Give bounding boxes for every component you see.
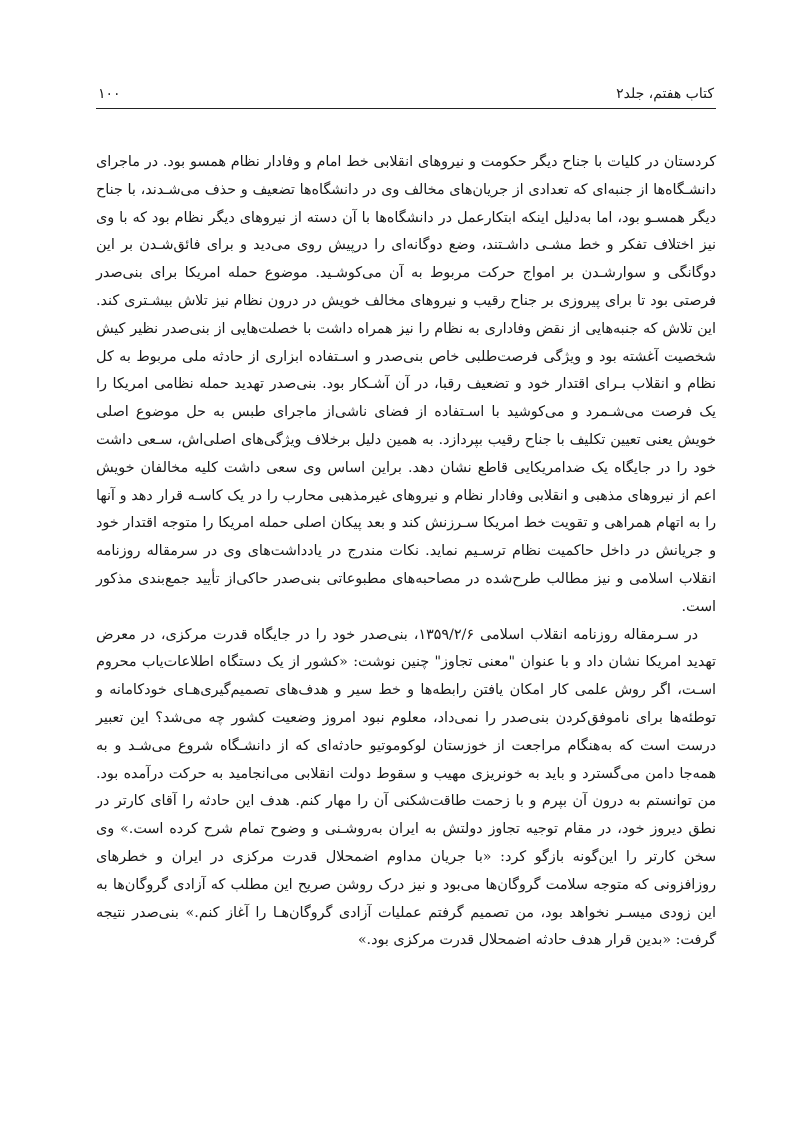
page-number: ۱۰۰: [98, 86, 121, 102]
body-text: [96, 149, 716, 955]
document-page: [96, 82, 716, 1082]
paragraph-1: کردستان در کلیات با جناح دیگر حکومت و نیروهای انقلابی خط امام و وفادار نظام همسو بود. در ماجرای دانشـگاه‌ها از جنبه‌ای که تعدادی از جریان‌های مخالف وی در دانشگاه‌ها تضعیف و حذف می‌شـدند، با جناح دیگر همسـو بود، اما به‌دلیل اینکه ابتکارعمل در دانشگاه‌ها با آن دسته از نیروهای دیگر نظام بود که با وی نیز اختلاف تفکر و خط مشـی داشـتند، وضع دوگانه‌ای را درپیش روی می‌دید و برای فائق‌شـدن بر این دوگانگی و سوارشـدن بر امواج حرکت مربوط به آن می‌کوشـید. موضوع حمله امریکا برای بنی‌صدر فرصتی بود تا برای پیروزی بر جناح رقیب و نیروهای مخالف خویش در درون نظام نیز تلاش بیشـتری کند. این تلاش که جنبه‌هایی از نقض وفاداری به نظام را نیز همراه داشت با خصلت‌هایی از بنی‌صدر نظیر کیش شخصیت آغشته بود و ویژگی فرصت‌طلبی خاص بنی‌صدر و اسـتفاده ابزاری از حادثه ملی مربوط به کل نظام و انقلاب بـرای اقتدار خود و تضعیف رقبا، در آن آشـکار بود. بنی‌صدر تهدید حمله نظامی امریکا را یک فرصت می‌شـمرد و می‌کوشید با اسـتفاده از فضای ناشی‌از ماجرای طبس به حل موضوع اصلی خویش یعنی تعیین تکلیف با جناح رقیب بپردازد. به همین دلیل برخلاف ویژگی‌های اصلی‌اش، سـعی داشت خود را در جایگاه یک ضدامریکایی قاطع نشان دهد. براین اساس وی سعی داشت کلیه مخالفان خویش اعم از نیروهای مذهبی و انقلابی وفادار نظام و نیروهای غیرمذهبی محارب را در یک کاسـه قرار دهد و آنها را به اتهام همراهی و تقویت خط امریکا سـرزنش کند و بعد پیکان اصلی حمله امریکا را متوجه اقتدار خود و جریانش در داخل حاکمیت نظام ترسـیم نماید. نکات مندرج در یادداشت‌های وی در سرمقاله روزنامه انقلاب اسلامی و نیز مطالب طرح‌شده در مصاحبه‌های مطبوعاتی بنی‌صدر حاکی‌از تأیید جمع‌بندی مذکور است.: [96, 154, 717, 615]
running-title: کتاب هفتم، جلد۲: [616, 86, 714, 102]
page-header: [96, 82, 716, 109]
paragraph-2: در سـرمقاله روزنامه انقلاب اسلامی ۱۳۵۹/۲/۶، بنی‌صدر خود را در جایگاه قدرت مرکزی، در معرض تهدید امریکا نشان داد و با عنوان "معنی تجاوز" چنین نوشت: «کشور از یک دستگاه اطلاعات‌یاب محروم اسـت، اگر روش علمی کار امکان یافتن رابطه‌ها و خط سیر و هدف‌های تصمیم‌گیری‌هـای خودکامانه و توطئه‌ها برای ناموفق‌کردن بنی‌صدر را نمی‌داد، معلوم نبود امروز وضعیت کشور چه می‌شد؟ این تعبیر درست است که به‌هنگام مراجعت از خوزستان لوکوموتیو حادثه‌ای که از دانشـگاه شروع می‌شـد و به همه‌جا دامن می‌گسترد و باید به خونریزی مهیب و سقوط دولت انقلابی می‌انجامید به حرکت درآمده بود. من توانستم به درون آن بپرم و با زحمت طاقت‌شکنی آن را مهار کنم. هدف این حادثه را آقای کارتر در نطق دیروز خود، در مقام توجیه تجاوز دولتش به ایران به‌روشـنی و وضوح تمام شرح کرده است.» وی سخن کارتر را این‌گونه بازگو کرد: «با جریان مداوم اضمحلال قدرت مرکزی در ایران و خطرهای روزافزونی که متوجه سلامت گروگان‌ها می‌بود و نیز درک روشن صریح این مطلب که آزادی گروگان‌ها به این زودی میسـر نخواهد بود، من تصمیم گرفتم عملیات آزادی گروگان‌هـا را آغاز کنم.» بنی‌صدر نتیجه گرفت: «بدین قرار هدف حادثه اضمحلال قدرت مرکزی بود.»: [96, 626, 716, 949]
